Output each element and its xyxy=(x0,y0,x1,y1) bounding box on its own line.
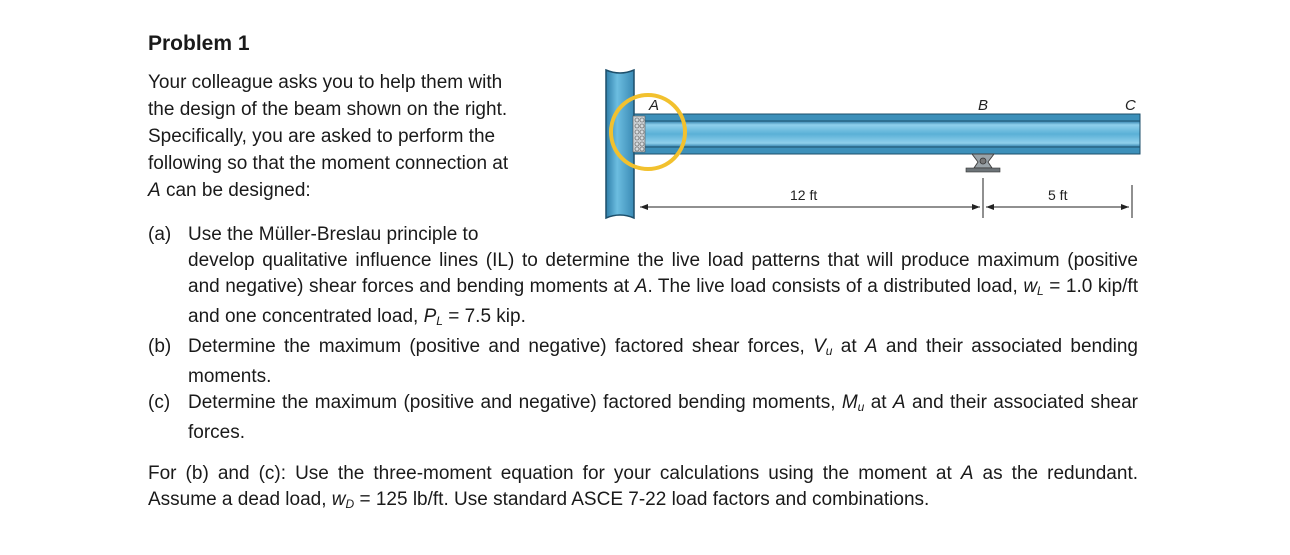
intro-line: following so that the moment connection at xyxy=(148,153,509,174)
symbol-v-sub: u xyxy=(825,344,833,358)
symbol-v: V xyxy=(813,336,826,357)
footer-text: = 125 lb/ft. Use standard ASCE 7-22 load factors and combinations. xyxy=(354,489,930,510)
symbol-a: A xyxy=(634,276,648,297)
task-item-b xyxy=(148,334,1138,390)
task-a-text: = 7.5 kip. xyxy=(442,306,526,327)
symbol-wd: w xyxy=(331,489,346,510)
dim-label-ab: 12 ft xyxy=(790,187,818,203)
symbol-a: A xyxy=(892,392,906,413)
task-list xyxy=(148,222,1138,446)
task-label-b: (b) xyxy=(148,336,172,357)
symbol-wl-sub: L xyxy=(1037,284,1044,298)
symbol-a: A xyxy=(960,463,974,484)
intro-line: Specifically, you are asked to perform the xyxy=(148,126,496,147)
task-label-c: (c) xyxy=(148,392,171,413)
beam xyxy=(634,114,1140,154)
symbol-pl-sub: L xyxy=(436,314,443,328)
task-a-text: = 1.0 kip/ft and one concentrated load, xyxy=(188,276,1138,327)
task-label-a: (a) xyxy=(148,224,172,245)
intro-line: Your colleague asks you to help them with xyxy=(148,72,503,93)
task-b-text: Determine the maximum (positive and negative) factored shear forces, xyxy=(188,336,814,357)
moment-connection-bolts xyxy=(633,116,645,152)
task-item-a xyxy=(148,222,1138,334)
task-b-text: and their associated bending moments. xyxy=(188,336,1138,387)
footer-text: as the redundant. Assume a dead load, xyxy=(148,463,1139,510)
task-a-text: develop qualitative influence lines (IL) to determine the live load patterns that will produce maximum (positive and negative) shear forces and bending moments at xyxy=(188,250,1138,297)
symbol-wl: w xyxy=(1023,276,1038,297)
symbol-m: M xyxy=(841,392,858,413)
symbol-a: A xyxy=(864,336,878,357)
symbol-m-sub: u xyxy=(857,400,865,414)
task-c-text: and their associated shear forces. xyxy=(188,392,1139,443)
task-a-line1: Use the Müller-Breslau principle to xyxy=(188,224,479,245)
task-item-c xyxy=(148,390,1138,446)
intro-line: A can be designed: xyxy=(148,180,311,201)
label-c: C xyxy=(1125,97,1136,114)
footer-paragraph xyxy=(148,461,1138,517)
label-a: A xyxy=(649,97,660,114)
dim-label-bc: 5 ft xyxy=(1048,187,1068,203)
beam-figure xyxy=(600,60,1160,225)
footer-text: For (b) and (c): Use the three-moment equation for your calculations using the moment at xyxy=(148,463,961,484)
roller-support-b xyxy=(966,154,1000,172)
task-a-text: . The live load consists of a distributed load, xyxy=(647,276,1024,297)
symbol-pl: P xyxy=(423,306,437,327)
task-b-text: at xyxy=(832,336,865,357)
symbol-wd-sub: D xyxy=(345,497,355,511)
intro-paragraph xyxy=(148,69,588,204)
problem-title: Problem 1 xyxy=(148,32,250,55)
label-b: B xyxy=(978,97,989,114)
task-c-text: at xyxy=(864,392,893,413)
intro-line: the design of the beam shown on the right. xyxy=(148,99,508,120)
task-c-text: Determine the maximum (positive and negative) factored bending moments, xyxy=(188,392,842,413)
wall-column xyxy=(606,70,634,218)
